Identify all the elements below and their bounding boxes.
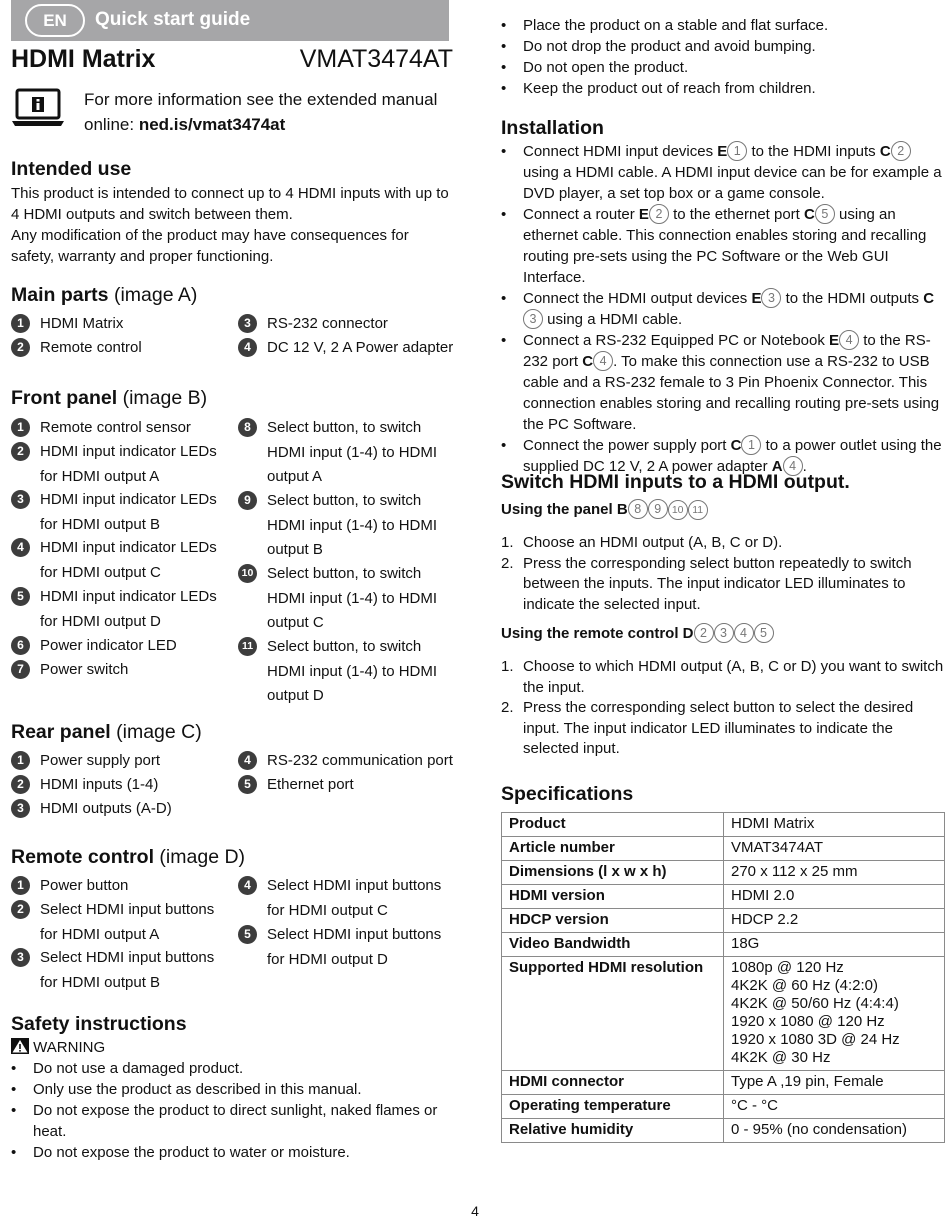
rear-panel-item: 3 HDMI outputs (A-D) <box>11 797 172 822</box>
safety-heading: Safety instructions <box>11 1013 187 1035</box>
front-panel-item: 7 Power switch <box>11 658 128 683</box>
front-panel-item: 5 HDMI input indicator LEDs for HDMI output D <box>11 585 217 634</box>
safety-item: • Do not open the product. <box>501 57 945 78</box>
remote-item: 1 Power button <box>11 874 128 899</box>
front-panel-item: 1 Remote control sensor <box>11 416 191 441</box>
safety-section <box>11 1012 455 1163</box>
rear-panel-item: 4 RS-232 communication port <box>238 749 453 774</box>
table-row: Supported HDMI resolution 1080p @ 120 Hz 4K2K @ 60 Hz (4:2:0) 4K2K @ 50/60 Hz (4:4:4) 1920 x 1080 @ 120 Hz 1920 x 1080 3D @ 24 Hz 4K2K @ 30 Hz <box>502 957 945 1071</box>
front-panel-item: 2 HDMI input indicator LEDs for HDMI output A <box>11 440 217 489</box>
warning-label: WARNING <box>33 1039 106 1056</box>
language-banner <box>11 0 449 41</box>
specifications-heading: Specifications <box>501 783 634 805</box>
safety-continued <box>501 15 945 99</box>
intended-use-text: Any modification of the product may have consequences for safety, warranty and proper functioning. <box>11 227 409 265</box>
resolution-value: 4K2K @ 50/60 Hz (4:4:4) <box>731 995 899 1012</box>
info-text <box>84 87 454 137</box>
intended-use-heading: Intended use <box>11 158 132 180</box>
table-row: Dimensions (l x w x h) 270 x 112 x 25 mm <box>502 861 945 885</box>
main-parts-section <box>11 283 455 363</box>
intended-use-text: This product is intended to connect up to 4 HDMI inputs with up to 4 HDMI outputs and switch between them. <box>11 185 449 223</box>
installation-section <box>501 116 945 477</box>
installation-list <box>501 141 945 477</box>
panel-subheading: Using the panel B 8 9 10 11 <box>501 499 945 520</box>
front-panel-item: 9 Select button, to switch HDMI input (1-4) to HDMI output B <box>238 489 437 563</box>
remote-steps <box>501 657 945 760</box>
warning-icon <box>11 1038 29 1054</box>
safety-list <box>11 1058 455 1163</box>
installation-item: • Connect the power supply port C 1 to a power outlet using the supplied DC 12 V, 2 A power adapter A 4 . <box>501 435 945 477</box>
rear-panel-item: 1 Power supply port <box>11 749 160 774</box>
table-row: Relative humidity 0 - 95% (no condensation) <box>502 1119 945 1143</box>
remote-item: 5 Select HDMI input buttons for HDMI output D <box>238 923 441 972</box>
safety-list <box>501 15 945 99</box>
remote-item: 2 Select HDMI input buttons for HDMI output A <box>11 898 214 947</box>
main-part-item: 4 DC 12 V, 2 A Power adapter <box>238 336 453 361</box>
front-panel-heading: Front panel (image B) <box>11 387 208 409</box>
resolution-value: 4K2K @ 60 Hz (4:2:0) <box>731 977 878 994</box>
language-badge: EN <box>25 4 85 37</box>
table-row: Product HDMI Matrix <box>502 813 945 837</box>
table-row: Operating temperature °C - °C <box>502 1095 945 1119</box>
specifications-section <box>501 782 945 806</box>
table-row: HDMI version HDMI 2.0 <box>502 885 945 909</box>
resolution-value: 4K2K @ 30 Hz <box>731 1049 831 1066</box>
info-prefix: online: <box>84 115 139 134</box>
resolution-value: 1920 x 1080 3D @ 24 Hz <box>731 1031 900 1048</box>
main-part-item: 3 RS-232 connector <box>238 312 388 337</box>
laptop-info-icon <box>11 88 65 128</box>
main-part-item: 2 Remote control <box>11 336 142 361</box>
intended-use-section <box>11 157 455 267</box>
info-line <box>84 112 454 137</box>
remote-subheading: Using the remote control D 2 3 4 5 <box>501 623 945 644</box>
installation-item: • Connect HDMI input devices E 1 to the HDMI inputs C 2 using a HDMI cable. A HDMI input device can be for example a DVD player, a set top box or a game console. <box>501 141 945 204</box>
manual-link[interactable]: ned.is/vmat3474at <box>138 115 286 134</box>
installation-item: • Connect a router E 2 to the ethernet port C 5 using an ethernet cable. This connection enables storing and recalling routing pre-sets using the PC Software or the Web GUI Interface. <box>501 204 945 288</box>
safety-item: • Do not use a damaged product. <box>11 1058 455 1079</box>
remote-item: 3 Select HDMI input buttons for HDMI output B <box>11 946 214 995</box>
warning-line <box>11 1037 455 1058</box>
safety-item: • Do not expose the product to water or moisture. <box>11 1142 455 1163</box>
rear-panel-item: 2 HDMI inputs (1-4) <box>11 773 158 798</box>
product-title: HDMI Matrix <box>11 45 156 73</box>
safety-item: • Do not drop the product and avoid bumping. <box>501 36 945 57</box>
installation-item: • Connect the HDMI output devices E 3 to the HDMI outputs C3 using a HDMI cable. <box>501 288 945 330</box>
product-model: VMAT3474AT <box>299 45 453 73</box>
table-row: HDCP version HDCP 2.2 <box>502 909 945 933</box>
safety-item: • Do not expose the product to direct sunlight, naked flames or heat. <box>11 1100 455 1142</box>
remote-step: 1. Choose to which HDMI output (A, B, C or D) you want to switch the input. <box>501 658 944 696</box>
rear-panel-heading: Rear panel (image C) <box>11 721 202 743</box>
panel-step: 2. Press the corresponding select button repeatedly to switch between the inputs. The input indicator LED illuminates to indicate the selected input. <box>501 554 912 613</box>
switch-section <box>501 470 945 760</box>
remote-item: 4 Select HDMI input buttons for HDMI output C <box>238 874 441 923</box>
remote-step: 2. Press the corresponding select button to select the desired input. The input indicator LED illuminates to indicate the selected input. <box>501 699 914 757</box>
panel-step: 1. Choose an HDMI output (A, B, C or D). <box>501 534 783 551</box>
table-row: Video Bandwidth 18G <box>502 933 945 957</box>
table-row: Article number VMAT3474AT <box>502 837 945 861</box>
table-row: HDMI connector Type A ,19 pin, Female <box>502 1071 945 1095</box>
resolution-value: 1920 x 1080 @ 120 Hz <box>731 1013 885 1030</box>
switch-heading: Switch HDMI inputs to a HDMI output. <box>501 471 850 493</box>
installation-item: • Connect a RS-232 Equipped PC or Notebook E 4 to the RS-232 port C 4 . To make this connection use a RS-232 to USB cable and a RS-232 female to 3 Pin Phoenix Connector. This connection enables storing and recalling routing pre-sets using the PC Software. <box>501 330 945 435</box>
front-panel-item: 4 HDMI input indicator LEDs for HDMI output C <box>11 536 217 585</box>
front-panel-item: 11 Select button, to switch HDMI input (1-4) to HDMI output D <box>238 635 437 709</box>
rear-panel-item: 5 Ethernet port <box>238 773 354 798</box>
front-panel-item: 8 Select button, to switch HDMI input (1-4) to HDMI output A <box>238 416 437 490</box>
specifications-table <box>501 812 945 1143</box>
front-panel-item: 6 Power indicator LED <box>11 634 177 659</box>
rear-panel-section <box>11 720 455 825</box>
info-line: For more information see the extended manual <box>84 90 438 109</box>
safety-item: • Only use the product as described in this manual. <box>11 1079 455 1100</box>
front-panel-item: 10 Select button, to switch HDMI input (1-4) to HDMI output C <box>238 562 437 636</box>
resolution-value: 1080p @ 120 Hz <box>731 959 844 976</box>
installation-heading: Installation <box>501 117 604 139</box>
front-panel-item: 3 HDMI input indicator LEDs for HDMI output B <box>11 488 217 537</box>
safety-item: • Place the product on a stable and flat surface. <box>501 15 945 36</box>
front-panel-section <box>11 386 455 716</box>
guide-title: Quick start guide <box>95 9 251 30</box>
main-parts-heading: Main parts (image A) <box>11 284 198 306</box>
page-number: 4 <box>471 1203 479 1217</box>
remote-control-heading: Remote control (image D) <box>11 846 246 868</box>
panel-steps <box>501 533 945 615</box>
safety-item: • Keep the product out of reach from children. <box>501 78 945 99</box>
remote-control-section <box>11 845 455 995</box>
main-part-item: 1 HDMI Matrix <box>11 312 123 337</box>
